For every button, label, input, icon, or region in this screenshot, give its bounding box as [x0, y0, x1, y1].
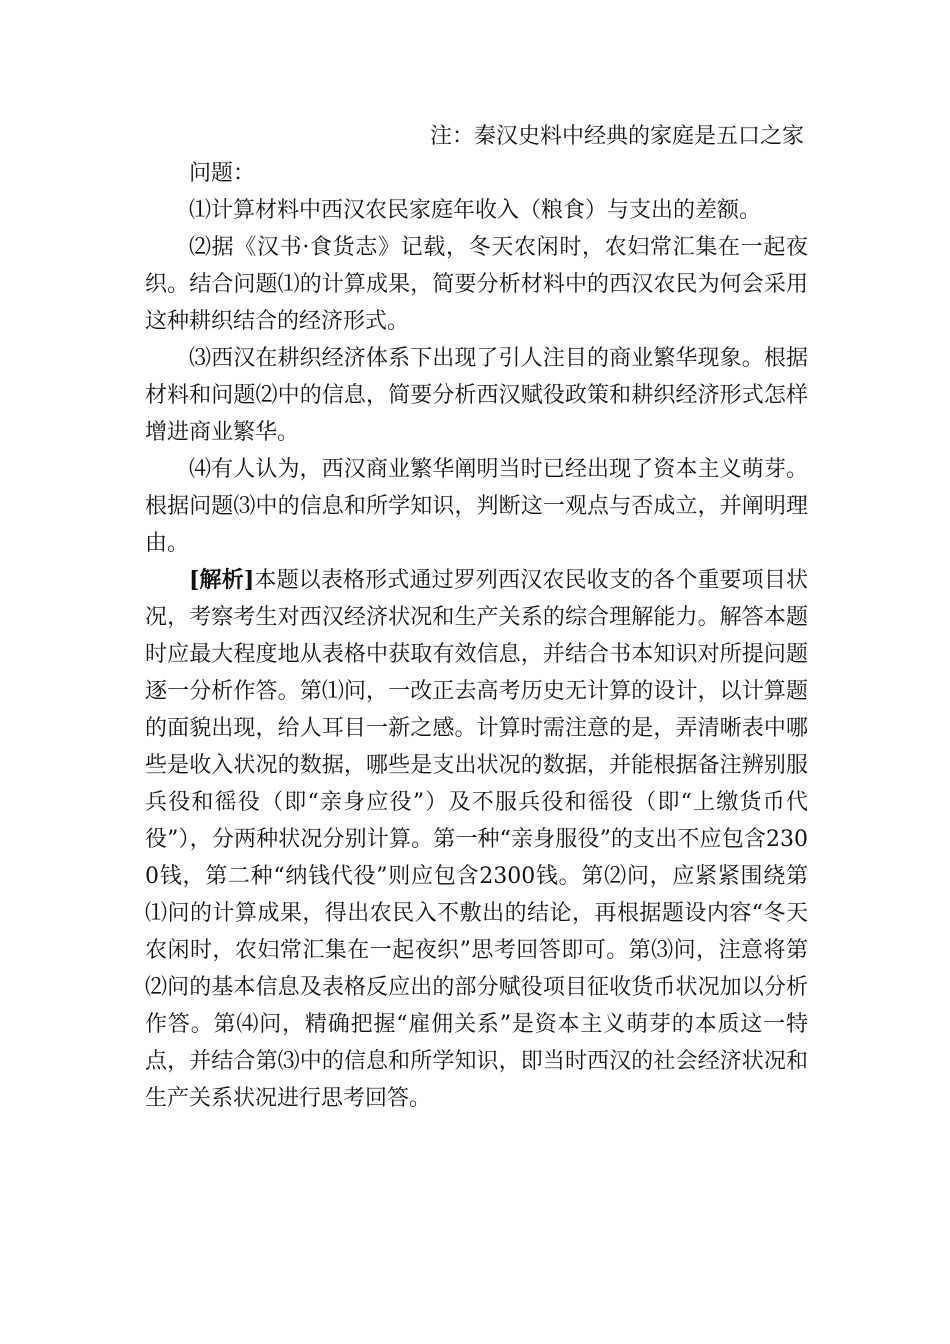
- analysis-paragraph: [145, 562, 808, 1117]
- question-1: ⑴计算材料中西汉农民家庭年收入（粮食）与支出的差额。: [189, 198, 762, 223]
- document-page: [145, 118, 808, 1117]
- note-line: 注：秦汉史料中经典的家庭是五口之家: [429, 124, 804, 149]
- question-4: ⑷有人认为，西汉商业繁华阐明当时已经出现了资本主义萌芽。根据问题⑶中的信息和所学知识，判断这一观点与否成立，并阐明理由。: [145, 457, 808, 556]
- question-2: ⑵据《汉书·食货志》记载，冬天农闲时，农妇常汇集在一起夜织。结合问题⑴的计算成果，简要分析材料中的西汉农民为何会采用这种耕织结合的经济形式。: [145, 235, 808, 334]
- analysis-text: 本题以表格形式通过罗列西汉农民收支的各个重要项目状况，考察考生对西汉经济状况和生产关系的综合理解能力。解答本题时应最大程度地从表格中获取有效信息，并结合书本知识对所提问题逐一分析作答。第⑴问，一改正去高考历史无计算的设计，以计算题的面貌出现，给人耳目一新之感。计算时需注意的是，弄清晰表中哪些是收入状况的数据，哪些是支出状况的数据，并能根据备注辨别服兵役和徭役（即“亲身应役”）及不服兵役和徭役（即“上缴货币代役”），分两种状况分别计算。第一种“亲身服役”的支出不应包含2300钱，第二种“纳钱代役”则应包含2300钱。第⑵问，应紧紧围绕第⑴问的计算成果，得出农民入不敷出的结论，再根据题设内容“冬天农闲时，农妇常汇集在一起夜织”思考回答即可。第⑶问，注意将第⑵问的基本信息及表格反应出的部分赋役项目征收货币状况加以分析作答。第⑷问，精确把握“雇佣关系”是资本主义萌芽的本质这一特点，并结合第⑶中的信息和所学知识，即当时西汉的社会经济状况和生产关系状况进行思考回答。: [145, 568, 808, 1111]
- question-3: ⑶西汉在耕织经济体系下出现了引人注目的商业繁华现象。根据材料和问题⑵中的信息，简要分析西汉赋役政策和耕织经济形式怎样增进商业繁华。: [145, 346, 808, 445]
- questions-heading: 问题：: [189, 161, 256, 186]
- analysis-label: [解析]: [189, 567, 255, 593]
